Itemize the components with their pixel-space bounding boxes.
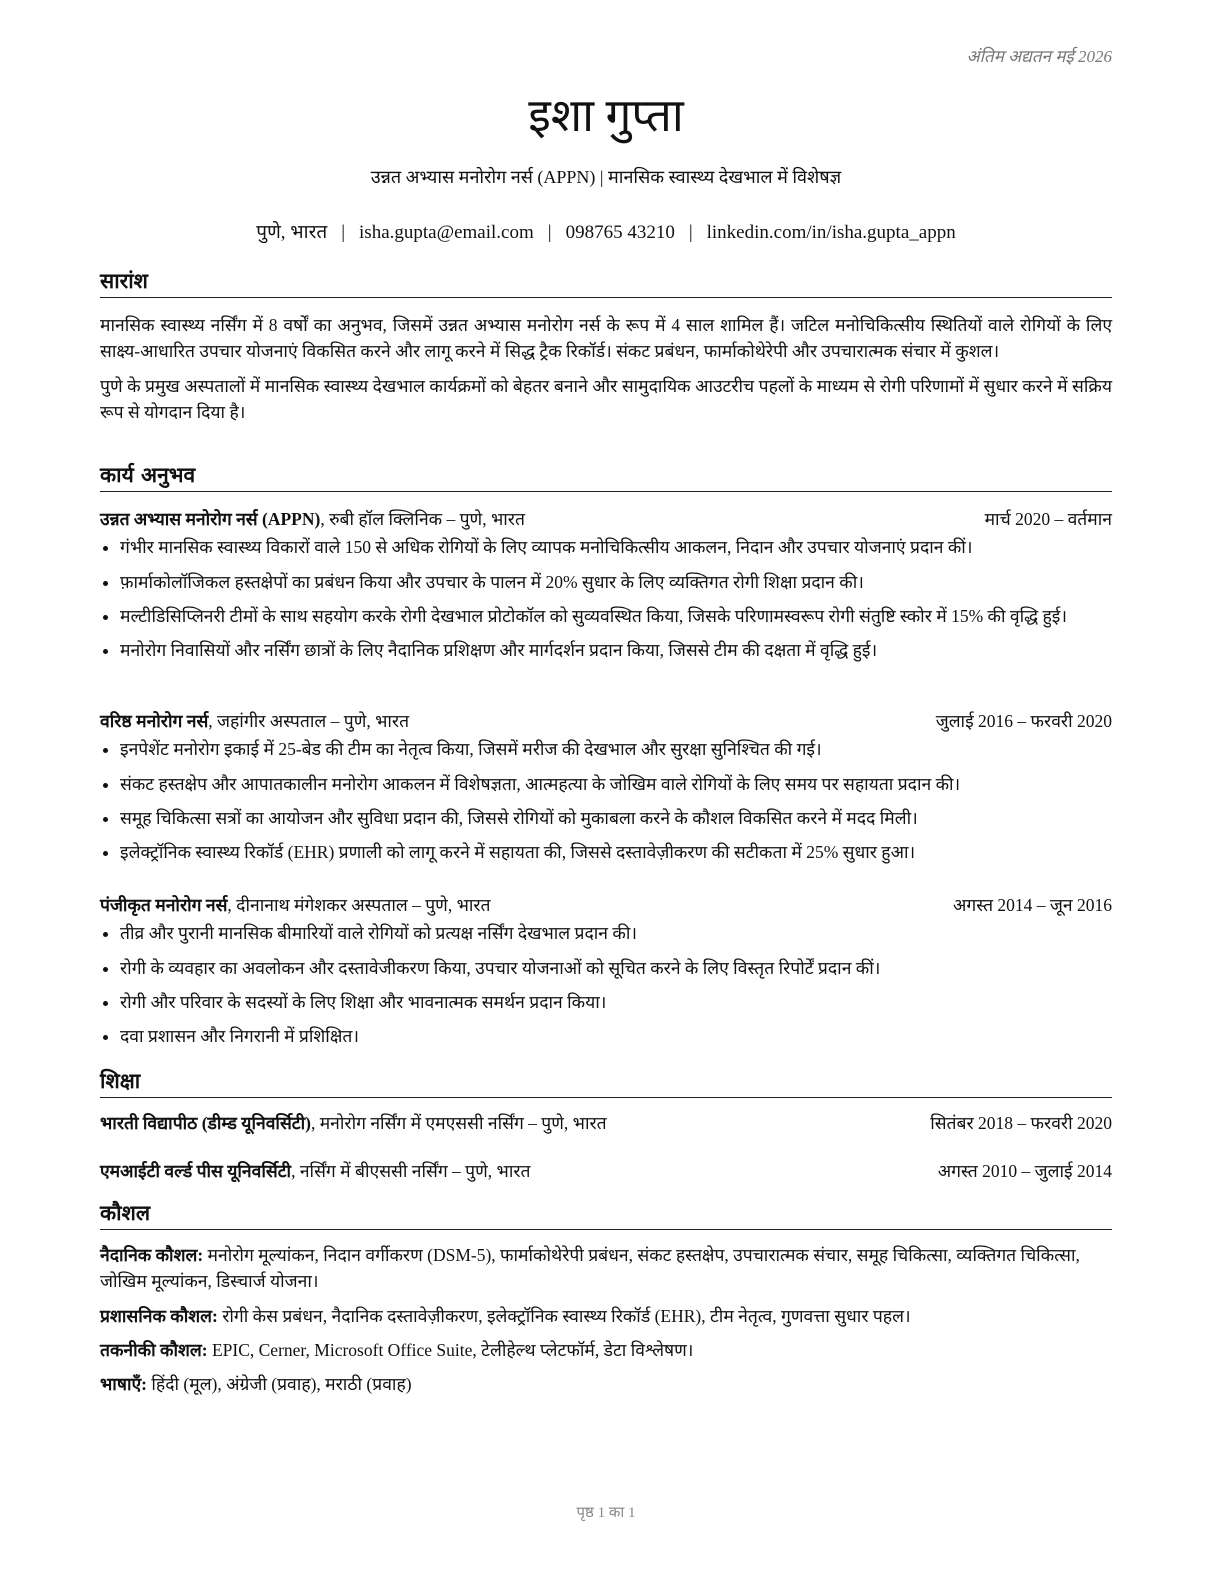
job-role: पंजीकृत मनोरोग नर्स [100, 895, 228, 915]
section-title-skills: कौशल [100, 1200, 1112, 1230]
education-institution: एमआईटी वर्ल्ड पीस यूनिवर्सिटी [100, 1161, 292, 1181]
skills-section [100, 1242, 1112, 1405]
education-detail: , मनोरोग नर्सिंग में एमएससी नर्सिंग – पुणे, भारत [310, 1113, 607, 1133]
job-org: , दीनानाथ मंगेशकर अस्पताल – पुणे, भारत [227, 895, 491, 915]
section-title-experience: कार्य अनुभव [100, 462, 1112, 492]
skill-row [100, 1337, 1112, 1363]
summary-paragraph: मानसिक स्वास्थ्य नर्सिंग में 8 वर्षों का अनुभव, जिसमें उन्नत अभ्यास मनोरोग नर्स के रूप में 4 साल शामिल हैं। जटिल मनोचिकित्सीय स्थितियों वाले रोगियों के लिए साक्ष्य-आधारित उपचार योजनाएं विकसित करने और लागू करने में सिद्ध ट्रैक रिकॉर्ड। संकट प्रबंधन, फार्माकोथेरेपी और उपचारात्मक संचार में कुशल। [100, 315, 1112, 362]
job-org: , जहांगीर अस्पताल – पुणे, भारत [208, 711, 410, 731]
summary-section [100, 312, 1112, 433]
education-entry [100, 1158, 1112, 1184]
skill-value: हिंदी (मूल), अंग्रेजी (प्रवाह), मराठी (प्रवाह) [147, 1374, 412, 1394]
job-dates: मार्च 2020 – वर्तमान [984, 509, 1112, 529]
education-line [100, 1158, 531, 1184]
job-bullet: • रोगी के व्यवहार का अवलोकन और दस्तावेजीकरण किया, उपचार योजनाओं को सूचित करने के लिए विस्तृत रिपोर्टें प्रदान कीं। [120, 955, 1112, 981]
job-org: , रुबी हॉल क्लिनिक – पुणे, भारत [320, 509, 525, 529]
contact-location: पुणे, भारत [256, 222, 328, 243]
education-dates: सितंबर 2018 – फरवरी 2020 [930, 1113, 1112, 1133]
contact-line [100, 218, 1112, 244]
skill-label: नैदानिक कौशल: [100, 1245, 204, 1265]
job-bullet: • संकट हस्तक्षेप और आपातकालीन मनोरोग आकलन में विशेषज्ञता, आत्महत्या के जोखिम वाले रोगियों के लिए समय पर सहायता प्रदान की। [120, 771, 1112, 797]
skill-value: मनोरोग मूल्यांकन, निदान वर्गीकरण (DSM-5), फार्माकोथेरेपी प्रबंधन, संकट हस्तक्षेप, उपचारात्मक संचार, समूह चिकित्सा, व्यक्तिगत चिकित्सा, जोखिम मूल्यांकन, डिस्चार्ज योजना। [100, 1245, 1080, 1292]
skill-value: रोगी केस प्रबंधन, नैदानिक दस्तावेज़ीकरण, इलेक्ट्रॉनिक स्वास्थ्य रिकॉर्ड (EHR), टीम नेतृत्व, गुणवत्ता सुधार पहल। [217, 1305, 911, 1326]
contact-separator: | [688, 222, 693, 243]
job-header [100, 892, 1112, 918]
skill-label: तकनीकी कौशल: [100, 1339, 208, 1360]
job-title-line [100, 506, 525, 532]
contact-separator: | [341, 222, 346, 243]
job-bullet: • मनोरोग निवासियों और नर्सिंग छात्रों के लिए नैदानिक प्रशिक्षण और मार्गदर्शन प्रदान किया, जिससे टीम की दक्षता में वृद्धि हुई। [120, 637, 1112, 663]
job-bullet: • इनपेशेंट मनोरोग इकाई में 25-बेड की टीम का नेतृत्व किया, जिसमें मरीज की देखभाल और सुरक्षा सुनिश्चित की गई। [120, 736, 1112, 762]
job-entry [100, 708, 1112, 873]
skill-label: भाषाएँ: [100, 1374, 147, 1394]
job-title-line [100, 708, 409, 734]
last-updated: अंतिम अद्यतन मई 2026 [966, 47, 1112, 66]
education-line [100, 1110, 607, 1136]
job-header [100, 708, 1112, 734]
job-entry [100, 892, 1112, 1057]
job-bullets [100, 920, 1112, 1049]
job-header [100, 506, 1112, 532]
education-dates: अगस्त 2010 – जुलाई 2014 [937, 1161, 1112, 1181]
page-number: पृष्ठ 1 का 1 [576, 1505, 636, 1521]
job-dates: अगस्त 2014 – जून 2016 [953, 895, 1112, 915]
job-bullet: • दवा प्रशासन और निगरानी में प्रशिक्षित। [120, 1023, 1112, 1049]
job-bullets [100, 534, 1112, 663]
contact-separator: | [547, 222, 552, 243]
job-bullet: • तीव्र और पुरानी मानसिक बीमारियों वाले रोगियों को प्रत्यक्ष नर्सिंग देखभाल प्रदान की। [120, 920, 1112, 946]
skill-row [100, 1371, 1112, 1397]
job-title-line [100, 892, 491, 918]
education-entry [100, 1110, 1112, 1136]
education-detail: , नर्सिंग में बीएससी नर्सिंग – पुणे, भारत [291, 1161, 531, 1181]
skill-row [100, 1242, 1112, 1295]
job-dates: जुलाई 2016 – फरवरी 2020 [935, 711, 1112, 731]
candidate-name: इशा गुप्ता [528, 90, 684, 141]
contact-phone: 098765 43210 [565, 222, 675, 243]
job-bullet: • फ़ार्माकोलॉजिकल हस्तक्षेपों का प्रबंधन किया और उपचार के पालन में 20% सुधार के लिए व्यक्तिगत रोगी शिक्षा प्रदान की। [120, 569, 1112, 595]
job-bullet: • गंभीर मानसिक स्वास्थ्य विकारों वाले 150 से अधिक रोगियों के लिए व्यापक मनोचिकित्सीय आकलन, निदान और उपचार योजनाएं प्रदान कीं। [120, 534, 1112, 560]
job-bullet: • रोगी और परिवार के सदस्यों के लिए शिक्षा और भावनात्मक समर्थन प्रदान किया। [120, 989, 1112, 1015]
skill-label: प्रशासनिक कौशल: [100, 1305, 218, 1326]
section-title-summary: सारांश [100, 268, 1112, 298]
job-role: वरिष्ठ मनोरोग नर्स [100, 711, 209, 731]
job-role: उन्नत अभ्यास मनोरोग नर्स (APPN) [100, 509, 321, 529]
headline: उन्नत अभ्यास मनोरोग नर्स (APPN) | मानसिक स्वास्थ्य देखभाल में विशेषज्ञ [370, 167, 842, 187]
skill-value: EPIC, Cerner, Microsoft Office Suite, टेलीहेल्थ प्लेटफॉर्म, डेटा विश्लेषण। [207, 1339, 694, 1360]
job-bullet: • इलेक्ट्रॉनिक स्वास्थ्य रिकॉर्ड (EHR) प्रणाली को लागू करने में सहायता की, जिससे दस्तावेज़ीकरण की सटीकता में 25% सुधार हुआ। [120, 839, 1112, 865]
summary-paragraph: पुणे के प्रमुख अस्पतालों में मानसिक स्वास्थ्य देखभाल कार्यक्रमों को बेहतर बनाने और सामुदायिक आउटरीच पहलों के माध्यम से रोगी परिणामों में सुधार करने में सक्रिय रूप से योगदान दिया है। [100, 375, 1112, 422]
skill-row [100, 1303, 1112, 1329]
section-title-education: शिक्षा [100, 1068, 1112, 1098]
job-bullets [100, 736, 1112, 865]
job-bullet: • मल्टीडिसिप्लिनरी टीमों के साथ सहयोग करके रोगी देखभाल प्रोटोकॉल को सुव्यवस्थित किया, जिसके परिणामस्वरूप रोगी संतुष्टि स्कोर में 15% की वृद्धि हुई। [120, 603, 1112, 629]
resume-page [100, 0, 1112, 1584]
contact-linkedin[interactable]: linkedin.com/in/isha.gupta_appn [706, 222, 956, 243]
education-institution: भारती विद्यापीठ (डीम्ड यूनिवर्सिटी) [100, 1113, 311, 1133]
job-entry [100, 506, 1112, 671]
contact-email[interactable]: isha.gupta@email.com [359, 222, 534, 243]
job-bullet: • समूह चिकित्सा सत्रों का आयोजन और सुविधा प्रदान की, जिससे रोगियों को मुकाबला करने के कौशल विकसित करने में मदद मिली। [120, 805, 1112, 831]
